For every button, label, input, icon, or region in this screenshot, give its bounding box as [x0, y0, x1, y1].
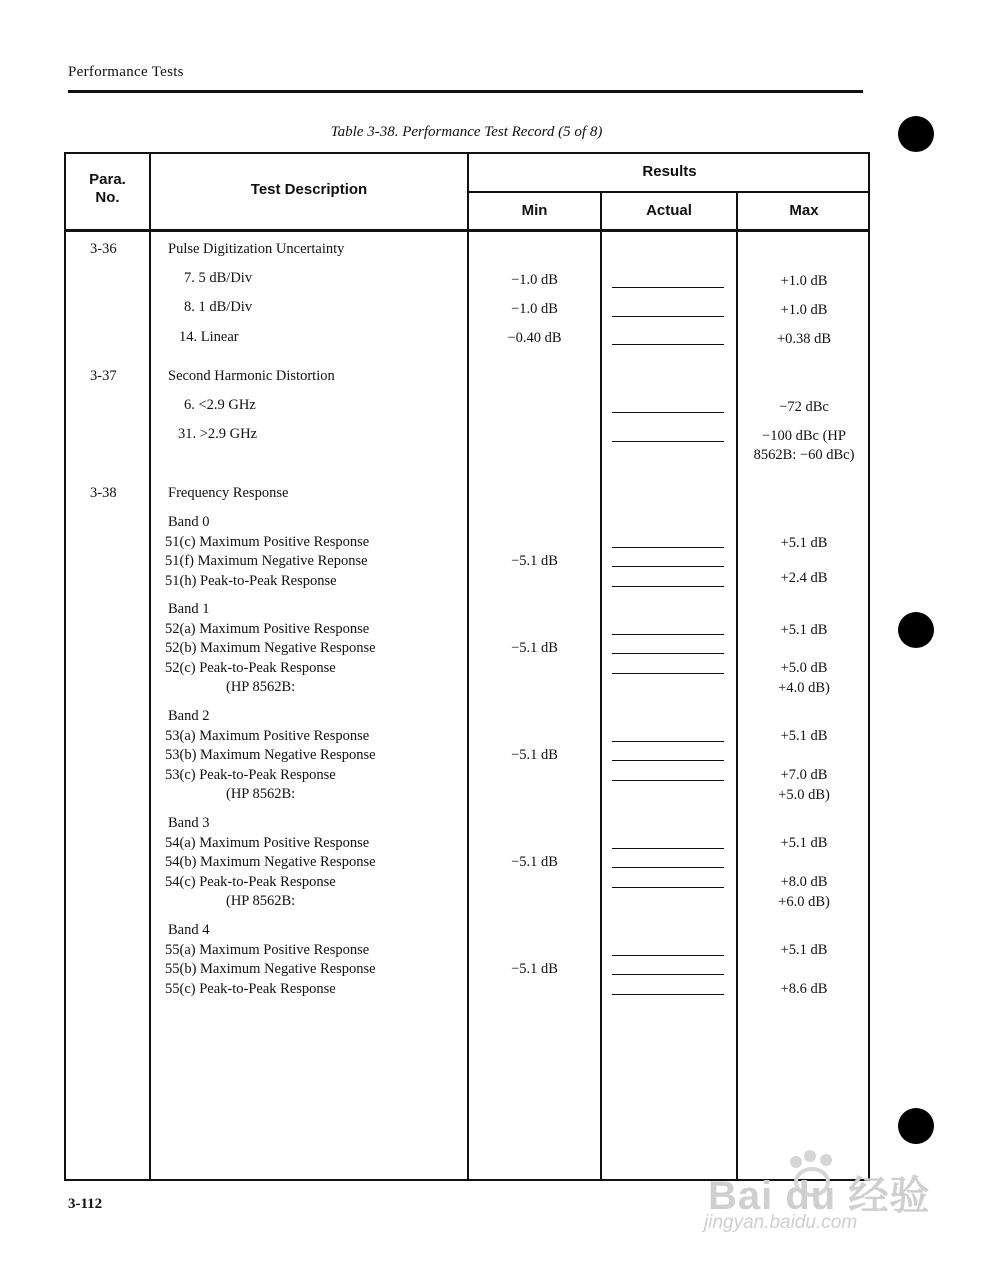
max-value: +1.0 dB — [780, 302, 828, 318]
band-label: Band 3 — [168, 815, 210, 831]
desc-row: 52(a) Maximum Positive Response — [165, 621, 370, 637]
max-value: +5.1 dB — [780, 535, 828, 551]
max-value: 8562B: −60 dBc) — [753, 447, 855, 463]
actual-entry-blank — [612, 316, 724, 317]
desc-note: (HP 8562B: — [226, 679, 296, 695]
para-3-37: 3-37 — [90, 368, 117, 384]
desc-row: 6. <2.9 GHz — [184, 397, 256, 413]
header-rule — [68, 90, 863, 93]
results-rule — [469, 191, 868, 193]
punch-hole-bottom — [898, 1108, 934, 1144]
baidu-watermark — [700, 1150, 940, 1250]
min-value: −5.1 dB — [511, 747, 558, 763]
band-label: Band 4 — [168, 922, 210, 938]
max-value: +8.0 dB — [780, 874, 828, 890]
desc-note: (HP 8562B: — [226, 786, 296, 802]
desc-note: (HP 8562B: — [226, 893, 296, 909]
desc-row: 55(a) Maximum Positive Response — [165, 942, 370, 958]
actual-entry-blank — [612, 634, 724, 635]
desc-row: 8. 1 dB/Div — [184, 299, 253, 315]
punch-hole-top — [898, 116, 934, 152]
col-divider-para — [149, 154, 151, 1179]
header-test-description: Test Description — [250, 181, 368, 198]
min-value: −5.1 dB — [511, 854, 558, 870]
header-results: Results — [642, 163, 697, 180]
desc-row: 31. >2.9 GHz — [178, 426, 258, 442]
min-value: −5.1 dB — [511, 961, 558, 977]
desc-row: 54(c) Peak-to-Peak Response — [165, 874, 336, 890]
title-pulse-digitization: Pulse Digitization Uncertainty — [168, 241, 345, 257]
desc-row: 54(b) Maximum Negative Response — [165, 854, 376, 870]
max-value: +5.1 dB — [780, 728, 828, 744]
actual-entry-blank — [612, 760, 724, 761]
min-value: −5.1 dB — [511, 553, 558, 569]
actual-entry-blank — [612, 344, 724, 345]
performance-test-table — [64, 152, 870, 1181]
desc-row: 52(b) Maximum Negative Response — [165, 640, 376, 656]
running-head: Performance Tests — [68, 64, 184, 80]
band-label: Band 2 — [168, 708, 210, 724]
actual-entry-blank — [612, 848, 724, 849]
actual-entry-blank — [612, 867, 724, 868]
desc-row: 51(h) Peak-to-Peak Response — [165, 573, 337, 589]
table-caption: Table 3-38. Performance Test Record (5 of 8) — [330, 124, 603, 140]
max-value: −72 dBc — [779, 399, 829, 415]
max-value: +5.1 dB — [780, 622, 828, 638]
desc-row: 7. 5 dB/Div — [184, 270, 253, 286]
min-value: −1.0 dB — [511, 301, 558, 317]
max-value: +5.0 dB) — [778, 787, 830, 803]
actual-entry-blank — [612, 955, 724, 956]
watermark-brand: Bai du 经验 — [708, 1174, 931, 1218]
actual-entry-blank — [612, 547, 724, 548]
actual-entry-blank — [612, 741, 724, 742]
actual-entry-blank — [612, 887, 724, 888]
max-value: +5.1 dB — [780, 835, 828, 851]
desc-row: 53(a) Maximum Positive Response — [165, 728, 370, 744]
band-label: Band 1 — [168, 601, 210, 617]
actual-entry-blank — [612, 412, 724, 413]
desc-row: 52(c) Peak-to-Peak Response — [165, 660, 336, 676]
title-frequency-response: Frequency Response — [168, 485, 289, 501]
punch-hole-middle — [898, 612, 934, 648]
page-number: 3-112 — [68, 1196, 103, 1212]
desc-row: 51(c) Maximum Positive Response — [165, 534, 370, 550]
desc-row: 54(a) Maximum Positive Response — [165, 835, 370, 851]
desc-row: 14. Linear — [179, 329, 239, 345]
max-value: +5.0 dB — [780, 660, 828, 676]
desc-row: 51(f) Maximum Negative Reponse — [165, 553, 368, 569]
max-value: +4.0 dB) — [778, 680, 830, 696]
actual-entry-blank — [612, 586, 724, 587]
actual-entry-blank — [612, 441, 724, 442]
max-value: +8.6 dB — [780, 981, 828, 997]
header-para-no: Para. No. — [89, 171, 126, 206]
min-value: −1.0 dB — [511, 272, 558, 288]
desc-row: 55(c) Peak-to-Peak Response — [165, 981, 336, 997]
header-max: Max — [789, 202, 819, 219]
actual-entry-blank — [612, 566, 724, 567]
max-value: −100 dBc (HP — [762, 428, 846, 444]
min-value: −5.1 dB — [511, 640, 558, 656]
band-label: Band 0 — [168, 514, 210, 530]
max-value: +7.0 dB — [780, 767, 828, 783]
header-bottom-rule — [66, 229, 868, 232]
para-3-36: 3-36 — [90, 241, 117, 257]
col-divider-min — [600, 191, 602, 1179]
min-value: −0.40 dB — [507, 330, 562, 346]
max-value: +2.4 dB — [780, 570, 828, 586]
actual-entry-blank — [612, 287, 724, 288]
desc-row: 53(b) Maximum Negative Response — [165, 747, 376, 763]
max-value: +6.0 dB) — [778, 894, 830, 910]
para-3-38: 3-38 — [90, 485, 117, 501]
header-min: Min — [521, 202, 548, 219]
actual-entry-blank — [612, 653, 724, 654]
desc-row: 55(b) Maximum Negative Response — [165, 961, 376, 977]
actual-entry-blank — [612, 994, 724, 995]
max-value: +0.38 dB — [776, 331, 832, 347]
actual-entry-blank — [612, 780, 724, 781]
desc-row: 53(c) Peak-to-Peak Response — [165, 767, 336, 783]
max-value: +5.1 dB — [780, 942, 828, 958]
actual-entry-blank — [612, 673, 724, 674]
title-second-harmonic: Second Harmonic Distortion — [168, 368, 335, 384]
actual-entry-blank — [612, 974, 724, 975]
header-actual: Actual — [646, 202, 692, 219]
max-value: +1.0 dB — [780, 273, 828, 289]
watermark-url: jingyan.baidu.com — [704, 1212, 858, 1233]
